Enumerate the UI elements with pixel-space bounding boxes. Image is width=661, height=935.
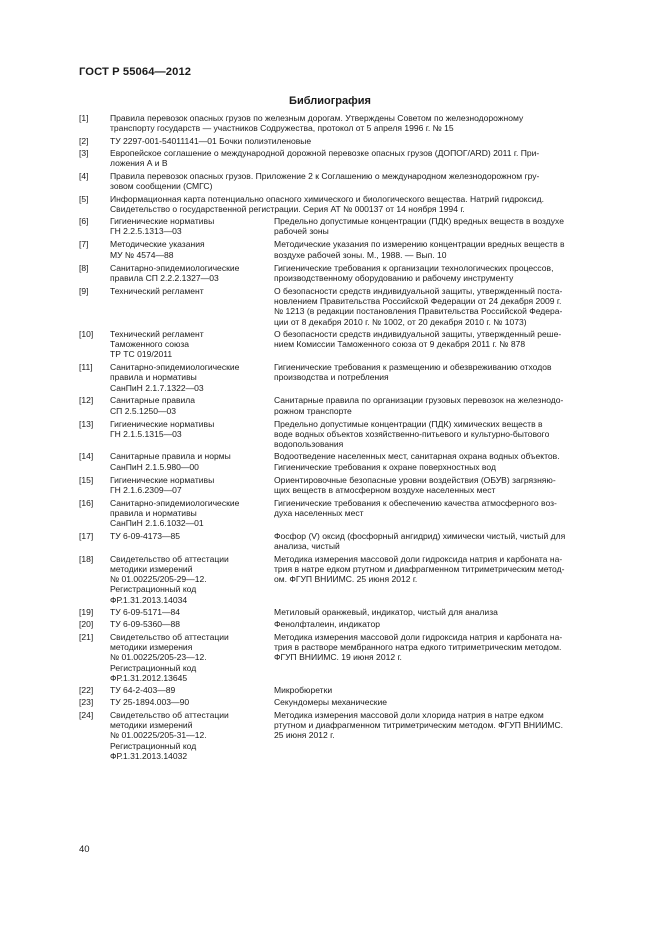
entry-number: [23] [79, 697, 94, 708]
entry-number: [9] [79, 285, 89, 296]
entry-number: [2] [79, 135, 89, 146]
entry-title: Европейское соглашение о международной дорожной перевозке опасных грузов (ДОПОГ/ARD) 2011 г. При- ложения А и В [110, 148, 540, 169]
bibliography-entry [79, 136, 614, 146]
entry-title: Гигиенические требования к обеспечению качества атмосферного воз- духа населенных мест [274, 497, 557, 519]
entry-designation: Гигиенические нормативы ГН 2.1.6.2309—07 [110, 474, 215, 495]
entry-number: [14] [79, 451, 94, 462]
entry-number: [17] [79, 531, 94, 541]
bibliography-entry [79, 362, 614, 393]
entry-title: Гигиенические требования к размещению и обезвреживанию отходов производства и потребления [274, 362, 552, 383]
bibliography-entry [79, 632, 614, 683]
entry-title: ТУ 2297-001-54011141—01 Бочки полиэтиленовые [110, 135, 312, 146]
bibliography-entry [79, 498, 614, 529]
bibliography-entry [79, 607, 614, 617]
entry-designation: Санитарные правила СП 2.5.1250—03 [110, 395, 196, 416]
bibliography-entry [79, 395, 614, 416]
entry-number: [22] [79, 684, 94, 695]
entry-number: [11] [79, 362, 93, 373]
entry-number: [3] [79, 148, 89, 159]
bibliography-entry [79, 239, 614, 260]
bibliography-entry [79, 697, 614, 707]
entry-title: Информационная карта потенциально опасного химического и биологического вещества. Натрий гидроксид. Свидетельство о государственной регистрации. Серия АТ № 000137 от 14 ноября 1994 г. [110, 193, 545, 214]
entry-designation: Санитарно-эпидемиологические правила СП 2.2.2.1327—03 [110, 262, 240, 283]
bibliography-entry [79, 531, 614, 552]
entry-title: Методика измерения массовой доли гидроксида натрия и карбоната на- трия в растворе мембранного натра едкого титриметрическим методом. ФГУП ВНИИМС. 19 июня 2012 г. [274, 631, 563, 663]
document-header: ГОСТ Р 55064—2012 [79, 66, 192, 78]
entry-designation: Свидетельство об аттестации методики измерения № 01.00225/205-23—12. Регистрационный код ФР.1.31.2012.13645 [110, 631, 229, 683]
entry-title: Методика измерения массовой доли хлорида натрия в натре едком ртутном и диафрагменном титриметрическим методом. ФГУП ВНИИМС. 25 июня 2012 г. [274, 709, 564, 741]
entry-designation: Санитарные правила и нормы СанПиН 2.1.5.980—00 [110, 451, 231, 472]
bibliography-entry [79, 171, 614, 192]
entry-title: Микробюретки [274, 684, 333, 695]
bibliography-entry [79, 619, 614, 629]
bibliography-entry [79, 216, 614, 237]
entry-number: [5] [79, 193, 89, 204]
page-number: 40 [79, 844, 90, 855]
entry-number: [13] [79, 418, 94, 429]
entry-title: О безопасности средств индивидуальной защиты, утвержденный поста- новлением Правительства Российской Федерации от 24 декабря 2009 г. № 1213 (в редакции постановления Правительства Российской Федера- ции от 8 декабря 2010 г. № 1002, от 20 декабря 2010 г. № 1073) [274, 285, 563, 327]
entry-designation: Гигиенические нормативы ГН 2.1.5.1315—03 [110, 418, 215, 439]
entry-designation: Гигиенические нормативы ГН 2.2.5.1313—03 [110, 216, 215, 237]
entry-title: Секундомеры механические [274, 697, 388, 708]
entry-title: Фенолфталеин, индикатор [274, 619, 380, 630]
entry-designation: Санитарно-эпидемиологические правила и нормативы СанПиН 2.1.6.1032—01 [110, 497, 240, 529]
entry-title: Предельно допустимые концентрации (ПДК) химических веществ в воде водных объектов хозяйственно-питьевого и культурно-бытового водопользования [274, 418, 550, 449]
entry-number: [18] [79, 553, 94, 564]
bibliography-entry [79, 194, 614, 215]
entry-designation: ТУ 6-09-4173—85 [110, 531, 181, 541]
entry-title: Правила перевозок опасных грузов. Приложение 2 к Соглашению о международном железнодорожном гру- зовом сообщении (СМГС) [110, 170, 540, 192]
entry-title: О безопасности средств индивидуальной защиты, утвержденный реше- нием Комиссии Таможенного союза от 9 декабря 2011 г. № 878 [274, 328, 562, 350]
entry-designation: Методические указания МУ № 4574—88 [110, 239, 205, 260]
bibliography-entry [79, 419, 614, 450]
entry-designation: Технический регламент Таможенного союза ТР ТС 019/2011 [110, 328, 204, 360]
bibliography-entry [79, 329, 614, 360]
entry-number: [16] [79, 497, 94, 508]
entry-number: [12] [79, 395, 94, 406]
entry-title: Фосфор (V) оксид (фосфорный ангидрид) химически чистый, чистый для анализа, чистый [274, 531, 566, 552]
entry-title: Метиловый оранжевый, индикатор, чистый для анализа [274, 606, 498, 617]
bibliography-entry [79, 475, 614, 496]
entry-number: [15] [79, 474, 94, 485]
entry-designation: ТУ 6-09-5360—88 [110, 619, 181, 630]
entry-designation: Технический регламент [110, 285, 204, 296]
entry-designation: ТУ 6-09-5171—84 [110, 606, 181, 617]
entry-designation: ТУ 64-2-403—89 [110, 684, 176, 695]
entry-title: Методика измерения массовой доли гидроксида натрия и карбоната на- трия в натре едком ртутном и диафрагменном титриметрическим метод- ом. ФГУП ВНИИМС. 25 июня 2012 г. [274, 553, 565, 585]
bibliography-entry [79, 286, 614, 327]
entry-number: [20] [79, 619, 94, 630]
entry-title: Ориентировочные безопасные уровни воздействия (ОБУВ) загрязняю- щих веществ в атмосферном воздухе населенных мест [274, 474, 556, 495]
entry-designation: Свидетельство об аттестации методики измерений № 01.00225/205-31—12. Регистрационный код ФР.1.31.2013.14032 [110, 709, 229, 761]
bibliography-entry [79, 451, 614, 472]
entry-title: Санитарные правила по организации грузовых перевозок на железнодо- рожном транспорте [274, 395, 564, 416]
bibliography-list [79, 113, 614, 763]
entry-designation: Свидетельство об аттестации методики измерений № 01.00225/205-29—12. Регистрационный код ФР.1.31.2013.14034 [110, 553, 229, 605]
entry-number: [21] [79, 631, 94, 642]
entry-number: [1] [79, 113, 89, 123]
section-title: Библиография [289, 95, 371, 107]
bibliography-entry [79, 554, 614, 605]
bibliography-entry [79, 263, 614, 284]
bibliography-entry [79, 113, 614, 134]
entry-number: [6] [79, 216, 89, 227]
entry-title: Правила перевозок опасных грузов по железным дорогам. Утверждены Советом по железнодорожному транспорту государств — участников Содружества, протокол от 5 апреля 1996 г. № 15 [110, 113, 524, 134]
entry-number: [7] [79, 239, 89, 250]
entry-title: Предельно допустимые концентрации (ПДК) вредных веществ в воздухе рабочей зоны [274, 216, 564, 237]
entry-designation: ТУ 25-1894.003—90 [110, 697, 190, 708]
entry-number: [24] [79, 709, 94, 720]
bibliography-entry [79, 148, 614, 169]
entry-title: Водоотведение населенных мест, санитарная охрана водных объектов. Гигиенические требования к охране поверхностных вод [274, 451, 560, 472]
entry-title: Гигиенические требования к организации технологических процессов, производственному оборудованию и рабочему инструменту [274, 262, 554, 283]
bibliography-entry [79, 710, 614, 761]
bibliography-entry [79, 685, 614, 695]
entry-title: Методические указания по измерению концентрации вредных веществ в воздухе рабочей зоны. М., 1988. — Вып. 10 [274, 239, 565, 260]
entry-number: [10] [79, 328, 94, 339]
entry-designation: Санитарно-эпидемиологические правила и нормативы СанПиН 2.1.7.1322—03 [110, 362, 240, 393]
entry-number: [4] [79, 170, 89, 181]
entry-number: [19] [79, 606, 94, 617]
entry-number: [8] [79, 262, 89, 273]
